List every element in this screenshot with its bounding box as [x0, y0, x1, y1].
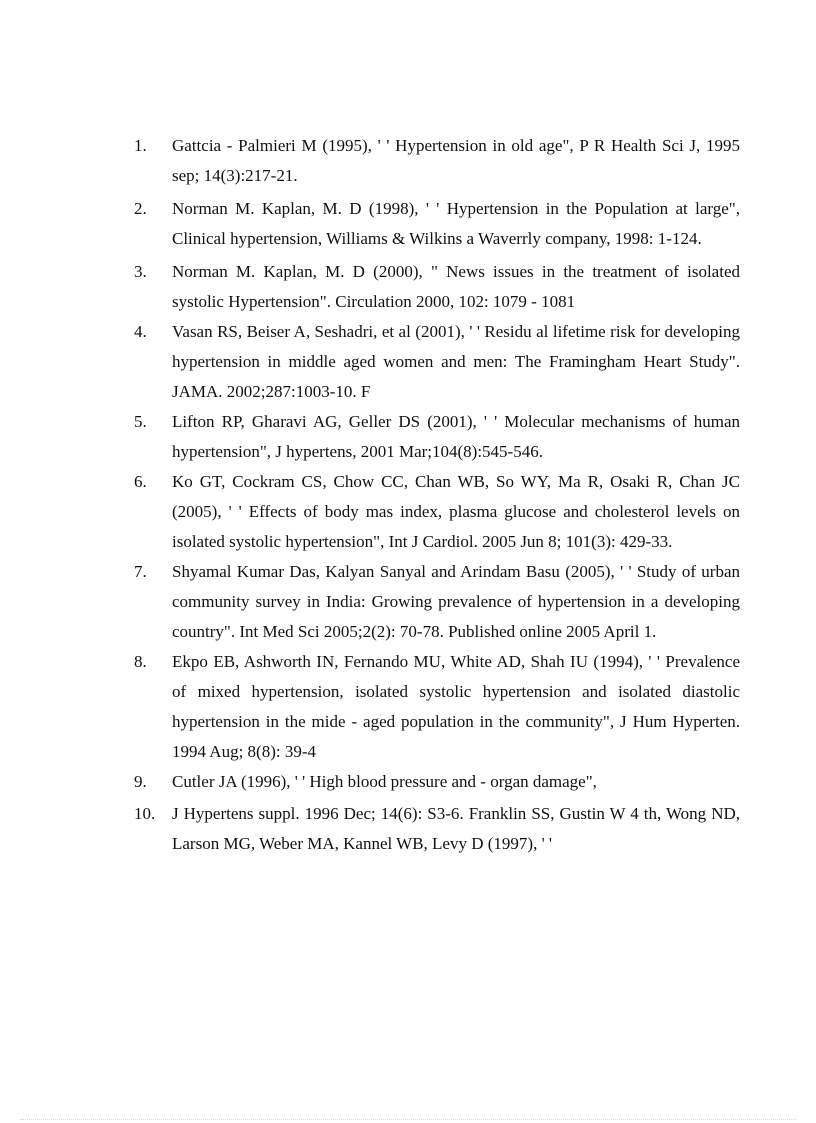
- reference-number: 4.: [134, 322, 147, 341]
- reference-number: 1.: [134, 136, 147, 155]
- reference-text: Vasan RS, Beiser A, Seshadri, et al (2001), ' ' Residu al lifetime risk for developing hypertension in middle aged women and men: The Framingham Heart Study". JAMA. 2002;287:1003-10. F: [172, 322, 740, 401]
- reference-text: Cutler JA (1996), ' ' High blood pressure and - organ damage",: [172, 772, 597, 791]
- reference-number: 3.: [134, 262, 147, 281]
- reference-number: 8.: [134, 652, 147, 671]
- reference-list: [134, 131, 740, 859]
- reference-item-1: [134, 131, 740, 191]
- reference-text: Ekpo EB, Ashworth IN, Fernando MU, White AD, Shah IU (1994), ' ' Prevalence of mixed hypertension, isolated systolic hypertension and isolated diastolic hypertension in the mide - aged population in the community", J Hum Hyperten. 1994 Aug; 8(8): 39-4: [172, 652, 740, 761]
- reference-item-4: [134, 317, 740, 407]
- reference-number: 6.: [134, 472, 147, 491]
- reference-text: Norman M. Kaplan, M. D (2000), " News issues in the treatment of isolated systolic Hypertension". Circulation 2000, 102: 1079 - 1081: [172, 262, 740, 311]
- reference-number: 10.: [134, 804, 156, 823]
- reference-item-8: [134, 647, 740, 767]
- reference-text: Ko GT, Cockram CS, Chow CC, Chan WB, So WY, Ma R, Osaki R, Chan JC (2005), ' ' Effects of body mas index, plasma glucose and cholesterol levels on isolated systolic hypertension", Int J Cardiol. 2005 Jun 8; 101(3): 429-33.: [172, 472, 740, 551]
- reference-item-5: [134, 407, 740, 467]
- reference-text: Norman M. Kaplan, M. D (1998), ' ' Hypertension in the Population at large", Clinical hypertension, Williams & Wilkins a Waverrly company, 1998: 1-124.: [172, 199, 740, 248]
- reference-item-10: [134, 799, 740, 859]
- reference-number: 7.: [134, 562, 147, 581]
- reference-item-2: [134, 194, 740, 254]
- reference-item-6: [134, 467, 740, 557]
- reference-number: 2.: [134, 199, 147, 218]
- reference-item-7: [134, 557, 740, 647]
- reference-number: 5.: [134, 412, 147, 431]
- page-bottom-border: [20, 1119, 796, 1120]
- reference-item-9: [134, 767, 740, 797]
- reference-text: Lifton RP, Gharavi AG, Geller DS (2001), ' ' Molecular mechanisms of human hypertension", J hypertens, 2001 Mar;104(8):545-546.: [172, 412, 740, 461]
- reference-item-3: [134, 257, 740, 317]
- reference-text: Shyamal Kumar Das, Kalyan Sanyal and Arindam Basu (2005), ' ' Study of urban community survey in India: Growing prevalence of hypertension in a developing country". Int Med Sci 2005;2(2): 70-78. Published online 2005 April 1.: [172, 562, 740, 641]
- reference-number: 9.: [134, 772, 147, 791]
- reference-text: J Hypertens suppl. 1996 Dec; 14(6): S3-6. Franklin SS, Gustin W 4 th, Wong ND, Larson MG, Weber MA, Kannel WB, Levy D (1997), ' ': [172, 804, 740, 853]
- reference-text: Gattcia - Palmieri M (1995), ' ' Hypertension in old age", P R Health Sci J, 1995 sep; 14(3):217-21.: [172, 136, 740, 185]
